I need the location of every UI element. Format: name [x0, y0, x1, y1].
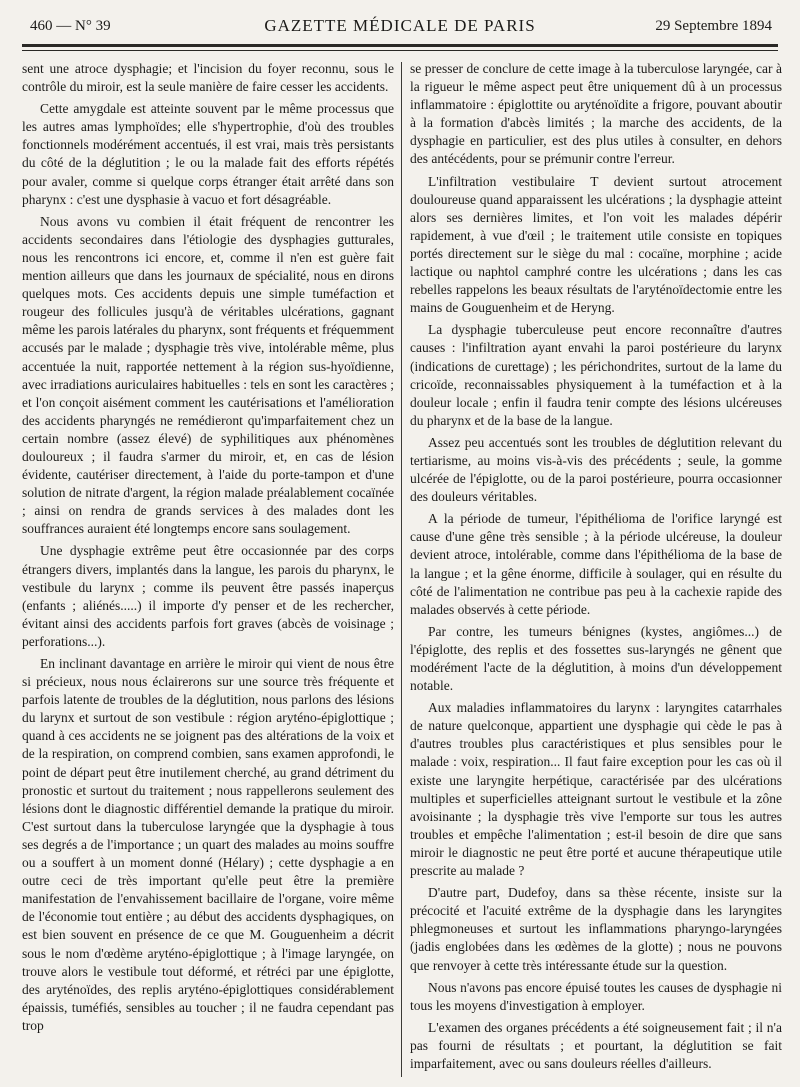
paragraph: L'infiltration vestibulaire T devient surtout atrocement douloureuse quand apparaissent les ulcérations ; la dysphagie atteint alors ses dernières limites, et l'on voit les malades dépérir rapidement, à vue d'œil ; le traitement utile consiste en topiques portés directement sur le siège du mal : cocaïne, morphine ; acide lactique ou naphtol camphré contre les ulcérations ; dans les cas rebelles rappelons les beaux résultats de l'aryténoïdectomie entre les mains de Gouguenheim et de Heryng. [410, 173, 782, 316]
paragraph: Cette amygdale est atteinte souvent par le même processus que les autres amas lymphoïdes; elle s'hypertrophie, d'où des troubles fonctionnels modérément accentués, il est vrai, mais très persistants du côté de la déglutition ; le ou la malade fait des efforts répétés pour avaler, comme si quelque corps étranger était arrêté dans son pharynx : c'est une dysphasie à vacuo et fort désagréable. [22, 101, 394, 207]
paragraph: La dysphagie tuberculeuse peut encore reconnaître d'autres causes : l'infiltration ayant envahi la paroi postérieure du larynx (indications de curettage) ; les périchondrites, surtout de la lame du cricoïde, reconnaissables physiquement à la tuméfaction et à la douleur locale ; enfin il faudra tenir compte des lésions ulcéreuses du pharynx et de la base de la langue. [410, 322, 782, 428]
paragraph: Aux maladies inflammatoires du larynx : laryngites catarrhales de nature quelconque, appartient une dysphagie qui cède le pas à d'autres troubles plus caractéristiques et plus sensibles pour le malade : voix, respiration... Il faut faire exception pour les cas où il existe une laryngite herpétique, caractérisée par des ulcérations multiples et superficielles atteignant surtout le vestibule et la zône avoisinante ; la dysphagie très vive l'emporte sur tous les autres troubles et empêche l'alimentation ; est-il besoin de dire que sans miroir le diagnostic ne peut être porté et aucune thérapeutique utile prescrite au malade ? [410, 700, 782, 879]
paragraph: En inclinant davantage en arrière le miroir qui vient de nous être si précieux, nous nous éclairerons sur une source très fréquente et parfois latente de troubles de la déglutition, nous parlons des lésions du larynx et surtout de son vestibule : région aryténo-épiglottique ; quand à ces accidents ne se joignent pas des altérations de la voix et de la respiration, on comprend combien, sans examen approfondi, le point de départ peut être inutilement cherché, au grand détriment du pronostic et surtout du traitement ; nous rappellerons seulement des lésions dont le diagnostic différentiel demande la pratique du miroir. C'est surtout dans la tuberculose laryngée que la dysphagie à tous ses degrés a de l'importance ; un quart des malades au moins souffre ou a souffert à un moment donné (Hélary) ; cette dysphagie a en outre ceci de très important qu'elle peut être la première manifestation de l'envahissement bacillaire de l'organe, voire même de l'économie tout entière ; au début des accidents dysphagiques, on est bien souvent en présence de ce que M. Gouguenheim a décrit sous le nom d'œdème aryténo-épiglottique ; à l'image laryngée, on trouve alors le vestibule tout déformé, et rétréci par une épiglotte, des aryténoïdes, des replis aryténo-épiglottiques considérablement épaissis, tuméfiés, sensibles au toucher ; il ne faudra cependant pas trop [22, 656, 394, 1033]
header-rule-thin [22, 50, 778, 51]
paragraph: L'examen des organes précédents a été soigneusement fait ; il n'a pas fourni de résultats ; et pourtant, la déglutition se fait imparfaitement, avec ou sans douleurs réelles d'ailleurs. [410, 1019, 782, 1071]
paragraph: D'autre part, Dudefoy, dans sa thèse récente, insiste sur la précocité et l'acuité extrême de la dysphagie dans les laryngites phlegmoneuses et surtout les inflammations pharyngo-laryngées (jadis englobées dans les œdèmes de la glotte) ; nous ne pouvons que renvoyer à cette très intéressante étude sur la question. [410, 885, 782, 973]
issue-date: 29 Septembre 1894 [655, 18, 772, 34]
right-column [410, 60, 782, 1080]
paragraph: se presser de conclure de cette image à la tuberculose laryngée, car à la rigueur le même aspect peut être uniquement dû à un processus inflammatoire : épiglottite ou aryténoïdite a frigore, pouvant aboutir à la formation d'abcès limités ; la marche des accidents, de la dysphagie en particulier, est des plus utiles à consulter, en dehors des antécédents, pour se prémunir contre l'erreur. [410, 61, 782, 167]
paragraph: A la période de tumeur, l'épithélioma de l'orifice laryngé est cause d'une gêne très sensible ; à la période ulcéreuse, la douleur devient atroce, intolérable, comme dans l'épithélioma de la base de la langue ; et la gêne énorme, difficile à soulager, qui en résulte du côté de l'alimentation ne contribue pas peu à la cachexie rapide des malades observés à cette période. [410, 511, 782, 617]
header-rule-thick [22, 44, 778, 47]
page-number: 460 — N° 39 [30, 18, 111, 34]
paragraph: Par contre, les tumeurs bénignes (kystes, angiômes...) de l'épiglotte, des replis et des fossettes sus-laryngés ne gênent que modérément l'acte de la déglutition, à moins d'un développement notable. [410, 623, 782, 694]
paragraph: sent une atroce dysphagie; et l'incision du foyer reconnu, sous le contrôle du miroir, est la seule manière de faire cesser les accidents. [22, 61, 394, 95]
left-column [22, 60, 394, 1080]
column-divider [401, 62, 402, 1077]
page-header [22, 10, 778, 38]
paragraph: Nous avons vu combien il était fréquent de rencontrer les accidents secondaires dans l'étiologie des dysphagies gutturales, nous les rencontrons ici encore, et, comme il n'en est guère fait mention ailleurs que dans les journaux de spécialité, nous en dirons quelques mots. Ces accidents depuis une simple tuméfaction et rougeur des follicules jusqu'à de véritables ulcérations, gagnant même les parois latérales du pharynx, sont fréquents et fréquemment accusés par le malade ; dysphagie très vive, intolérable même, plus accentuée la nuit, rapportée nettement à la région sus-hyoïdienne, avec irradiations auriculaires habituelles : tels en sont les caractères ; et l'on conçoit aisément comment les cautérisations et l'amélioration des accidents pharyngés ne remédieront qu'imparfaitement chez un certain nombre (assez élevé) de syphilitiques aux phénomènes douloureux ; il faudra s'armer du miroir, et, en cas de lésion évidente, cautériser directement, à l'aide du porte-tampon et d'une solution de nitrate d'argent, la région malade préalablement cocaïnée ; ainsi on rendra de grands services à des malades dont les souffrances auraient été longtemps encore sans soulagement. [22, 213, 394, 537]
paragraph: Assez peu accentués sont les troubles de déglutition relevant du tertiarisme, au moins vis-à-vis des précédents ; seule, la gomme ulcérée de l'épiglotte, ou de la paroi postérieure, pourra occasionner des douleurs véritables. [410, 434, 782, 505]
paragraph: Nous n'avons pas encore épuisé toutes les causes de dysphagie ni tous les moyens d'investigation à employer. [410, 979, 782, 1013]
paragraph: Une dysphagie extrême peut être occasionnée par des corps étrangers divers, implantés dans la langue, les parois du pharynx, le vestibule du larynx ; comme ils peuvent être passés inaperçus (enfants ; aliénés.....) il importe d'y penser et de les rechercher, évitant ainsi des accidents parfois fort graves (abcès de voisinage ; perforations...). [22, 543, 394, 649]
journal-title: GAZETTE MÉDICALE DE PARIS [264, 16, 536, 35]
